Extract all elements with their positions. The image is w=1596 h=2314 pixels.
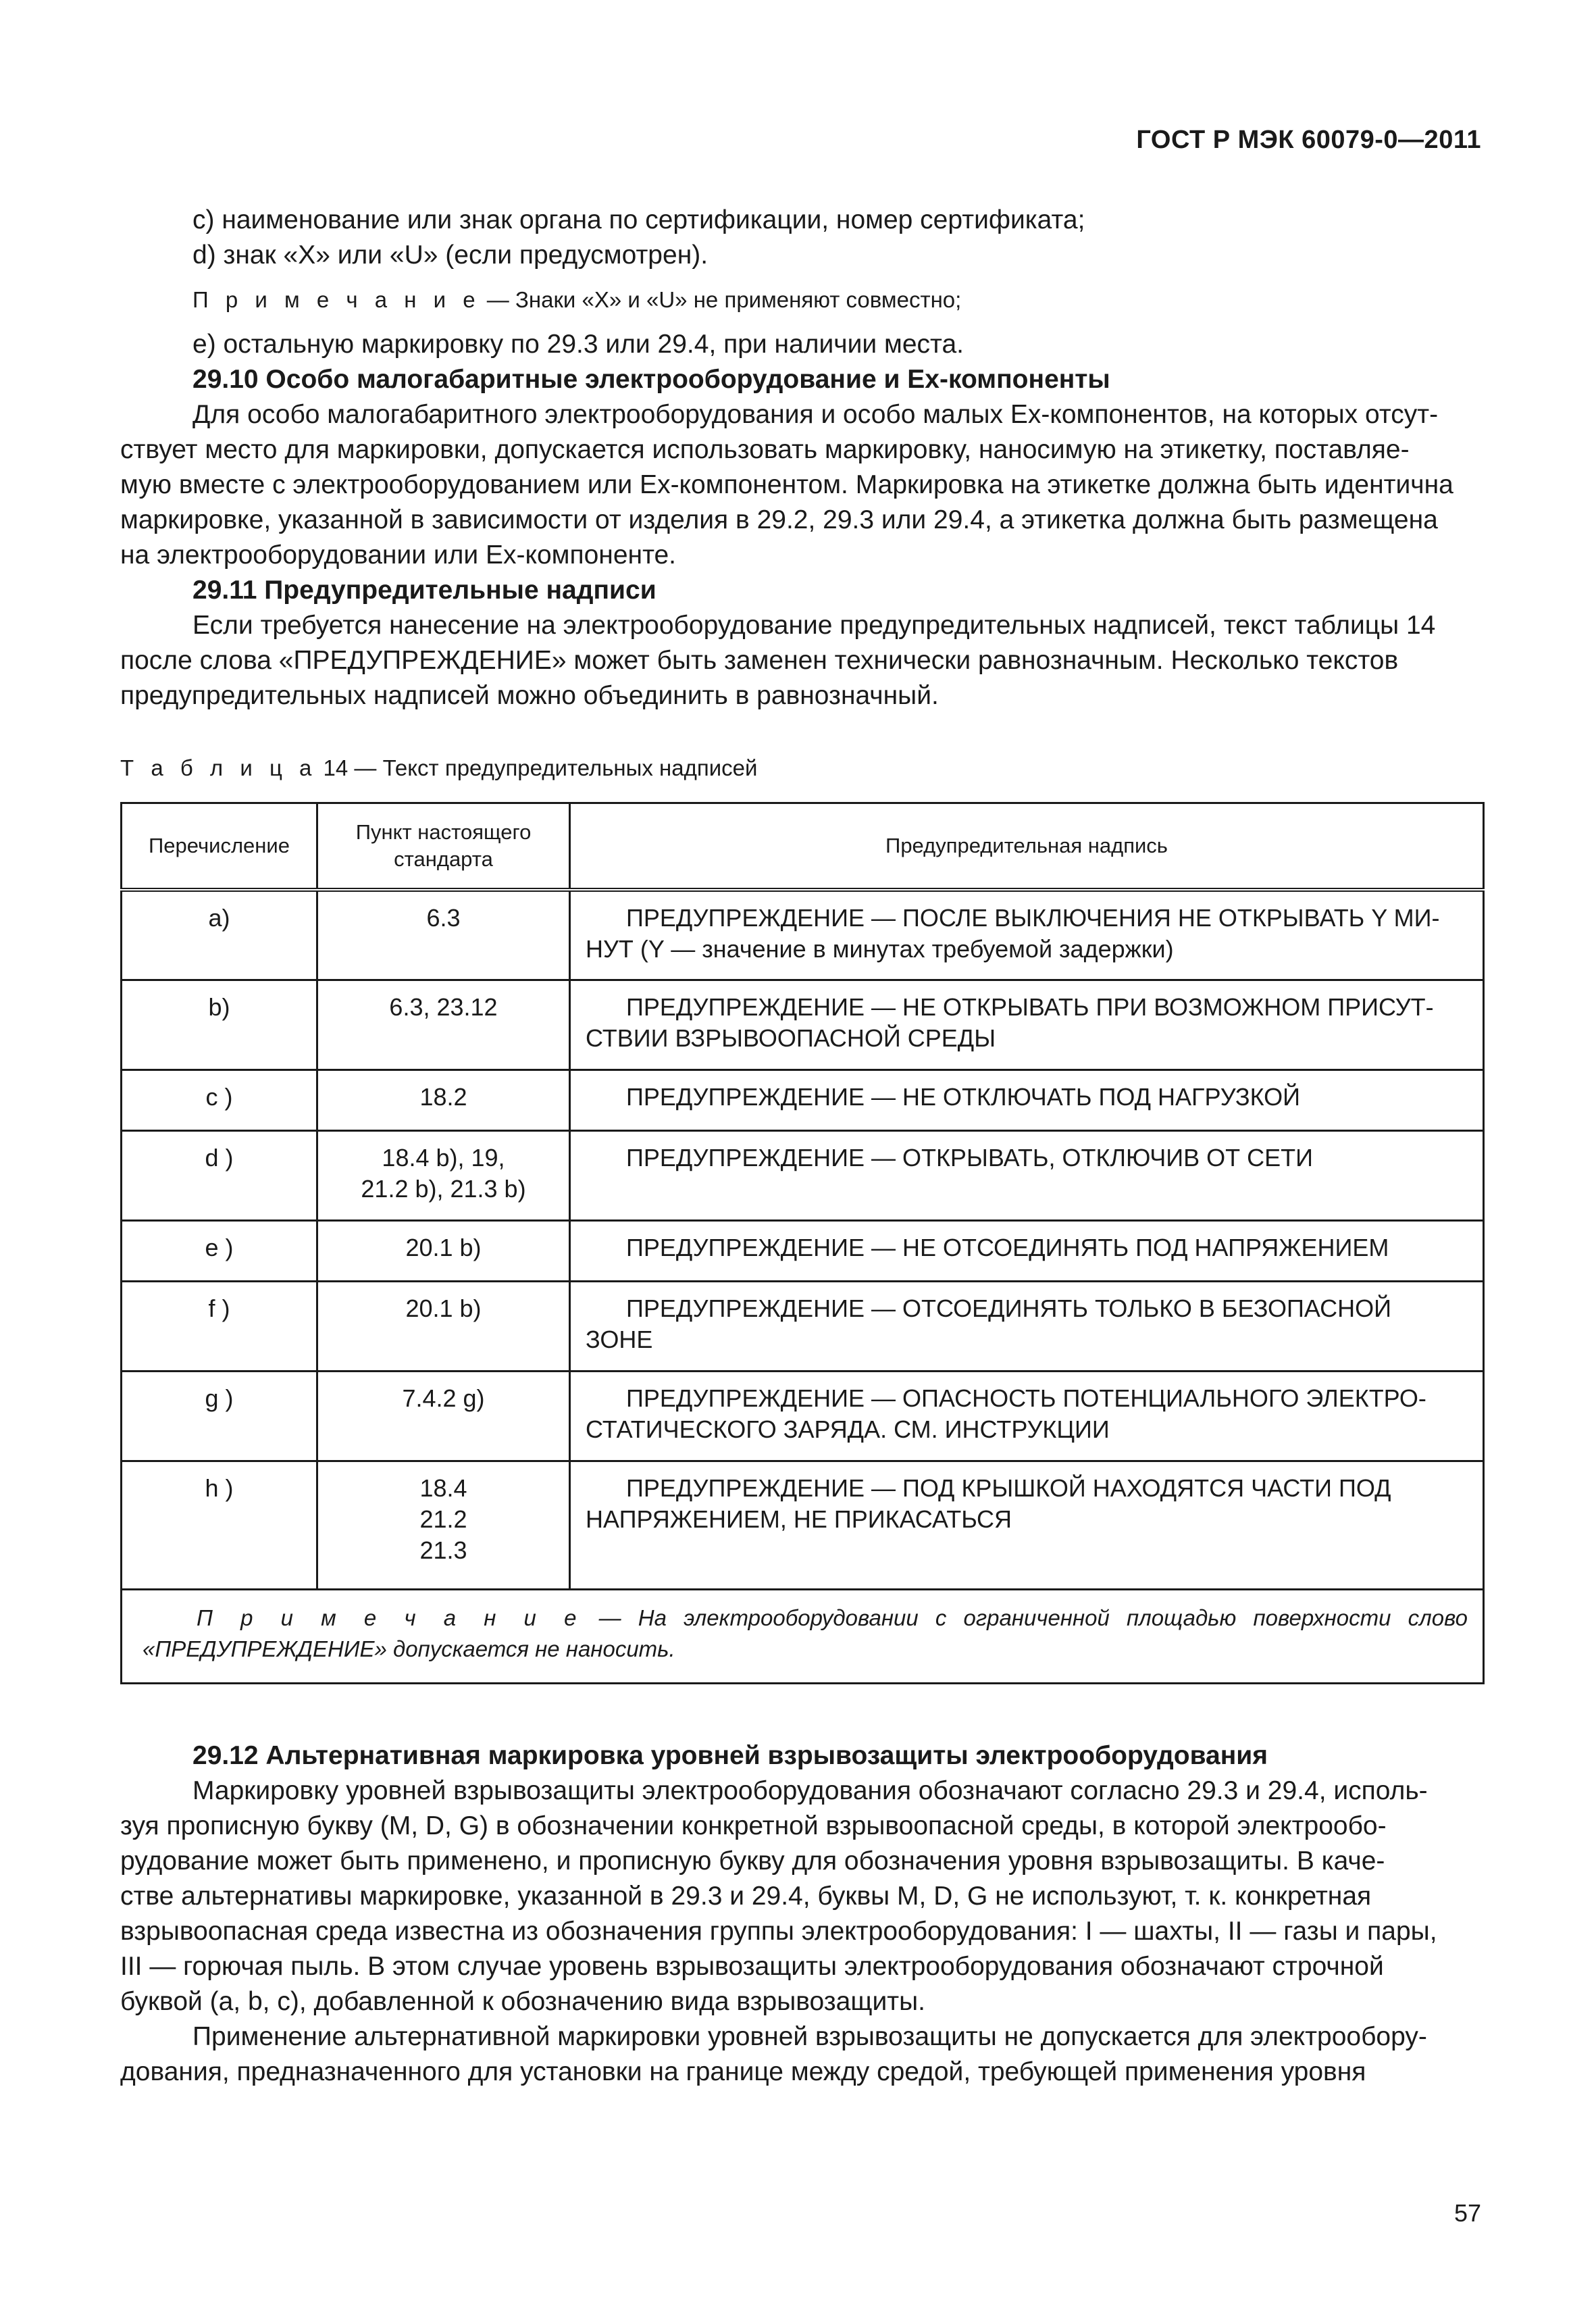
warnings-table bbox=[120, 802, 1485, 1684]
table-header-row bbox=[122, 803, 1484, 890]
cell-warning bbox=[570, 1371, 1484, 1461]
section-2910-title: 29.10 Особо малогабаритные электрооборудование и Ex-компоненты bbox=[192, 365, 1110, 394]
header-clause bbox=[317, 803, 570, 890]
clause-line: 7.4.2 g) bbox=[402, 1384, 485, 1412]
clause-line: 18.4 bbox=[419, 1474, 467, 1502]
table-note-row bbox=[122, 1589, 1484, 1683]
warning-line: СТАТИЧЕСКОГО ЗАРЯДА. СМ. ИНСТРУКЦИИ bbox=[586, 1415, 1110, 1443]
section-2912-title: 29.12 Альтернативная маркировка уровней взрывозащиты электрооборудования bbox=[192, 1741, 1268, 1770]
table-row bbox=[122, 1281, 1484, 1371]
paragraph-line: мую вместе с электрооборудованием или Ex-компонентом. Маркировка на этикетке должна быть идентична bbox=[120, 470, 1453, 499]
clause-line: 6.3 bbox=[426, 904, 461, 932]
table-caption-text: 14 — Текст предупредительных надписей bbox=[317, 755, 758, 780]
cell-clause bbox=[317, 1070, 570, 1130]
clause-line: 21.3 bbox=[419, 1536, 467, 1564]
top-text-block bbox=[120, 203, 1483, 713]
paragraph-line: Если требуется нанесение на электрооборудование предупредительных надписей, текст таблицы 14 bbox=[192, 611, 1436, 640]
warning-line: ПРЕДУПРЕЖДЕНИЕ — НЕ ОТКЛЮЧАТЬ ПОД НАГРУЗКОЙ bbox=[626, 1082, 1301, 1111]
cell-warning bbox=[570, 1461, 1484, 1589]
cell-enum: g ) bbox=[122, 1371, 317, 1461]
cell-enum: с ) bbox=[122, 1070, 317, 1130]
header-enum: Перечисление bbox=[122, 803, 317, 890]
cell-clause bbox=[317, 1281, 570, 1371]
cell-clause bbox=[317, 1371, 570, 1461]
paragraph-line: буквой (а, b, с), добавленной к обозначению вида взрывозащиты. bbox=[120, 1987, 925, 2016]
cell-enum: d ) bbox=[122, 1130, 317, 1220]
document-header: ГОСТ Р МЭК 60079-0—2011 bbox=[1136, 126, 1481, 154]
cell-warning bbox=[570, 1130, 1484, 1220]
cell-enum: е ) bbox=[122, 1220, 317, 1281]
list-item-c: с) наименование или знак органа по сертификации, номер сертификата; bbox=[192, 205, 1085, 234]
paragraph-line: на электрооборудовании или Ex-компоненте. bbox=[120, 540, 677, 570]
table-row bbox=[122, 1461, 1484, 1589]
paragraph-line: ствует место для маркировки, допускается использовать маркировку, наносимую на этикетку, поставляе- bbox=[120, 435, 1410, 464]
cell-warning bbox=[570, 980, 1484, 1070]
warning-line: НУТ (Y — значение в минутах требуемой задержки) bbox=[586, 935, 1174, 963]
cell-clause bbox=[317, 1461, 570, 1589]
warning-line: ПРЕДУПРЕЖДЕНИЕ — НЕ ОТСОЕДИНЯТЬ ПОД НАПРЯЖЕНИЕМ bbox=[626, 1233, 1389, 1261]
table-note bbox=[122, 1589, 1484, 1683]
table-caption-label: Т а б л и ц а bbox=[120, 755, 317, 780]
cell-warning bbox=[570, 1220, 1484, 1281]
warning-line: ПРЕДУПРЕЖДЕНИЕ — ПОСЛЕ ВЫКЛЮЧЕНИЯ НЕ ОТКРЫВАТЬ Y МИ- bbox=[626, 904, 1440, 932]
warning-line: НАПРЯЖЕНИЕМ, НЕ ПРИКАСАТЬСЯ bbox=[586, 1505, 1012, 1533]
warning-line: СТВИИ ВЗРЫВООПАСНОЙ СРЕДЫ bbox=[586, 1024, 996, 1052]
warning-line: ПРЕДУПРЕЖДЕНИЕ — ОПАСНОСТЬ ПОТЕНЦИАЛЬНОГО ЭЛЕКТРО- bbox=[626, 1384, 1426, 1412]
cell-clause bbox=[317, 1130, 570, 1220]
table-row bbox=[122, 1070, 1484, 1130]
cell-enum: b) bbox=[122, 980, 317, 1070]
table-row bbox=[122, 1130, 1484, 1220]
warning-line: ПРЕДУПРЕЖДЕНИЕ — ОТКРЫВАТЬ, ОТКЛЮЧИВ ОТ СЕТИ bbox=[626, 1143, 1313, 1172]
clause-line: 18.2 bbox=[419, 1082, 467, 1111]
cell-enum: h ) bbox=[122, 1461, 317, 1589]
paragraph-line: взрывоопасная среда известна из обозначения группы электрооборудования: I — шахты, II — газы и пары, bbox=[120, 1917, 1437, 1946]
clause-line: 21.2 bbox=[419, 1505, 467, 1533]
table-row bbox=[122, 1220, 1484, 1281]
clause-line: 21.2 b), 21.3 b) bbox=[361, 1174, 526, 1203]
clause-line: 18.4 b), 19, bbox=[382, 1143, 505, 1172]
cell-enum: f ) bbox=[122, 1281, 317, 1371]
clause-line: 6.3, 23.12 bbox=[389, 992, 498, 1021]
table-note-label: П р и м е ч а н и е bbox=[197, 1605, 582, 1630]
header-clause-text: Пункт настоящего стандарта bbox=[355, 820, 532, 871]
cell-warning bbox=[570, 890, 1484, 980]
paragraph-line: Для особо малогабаритного электрооборудования и особо малых Ex-компонентов, на которых отсут- bbox=[192, 400, 1439, 429]
cell-warning bbox=[570, 1070, 1484, 1130]
warning-line: ПРЕДУПРЕЖДЕНИЕ — НЕ ОТКРЫВАТЬ ПРИ ВОЗМОЖНОМ ПРИСУТ- bbox=[626, 992, 1434, 1021]
table-row bbox=[122, 890, 1484, 980]
clause-line: 20.1 b) bbox=[405, 1294, 482, 1322]
cell-enum: а) bbox=[122, 890, 317, 980]
cell-clause bbox=[317, 1220, 570, 1281]
page-number: 57 bbox=[1453, 2199, 1481, 2227]
note-label: П р и м е ч а н и е bbox=[192, 287, 481, 312]
cell-clause bbox=[317, 980, 570, 1070]
paragraph-line: дования, предназначенного для установки на границе между средой, требующей применения уровня bbox=[120, 2057, 1366, 2086]
table-caption bbox=[120, 755, 757, 781]
paragraph-line: III — горючая пыль. В этом случае уровень взрывозащиты электрооборудования обозначают строчной bbox=[120, 1952, 1384, 1981]
paragraph-line: стве альтернативы маркировке, указанной в 29.3 и 29.4, буквы M, D, G не используют, т. к. конкретная bbox=[120, 1882, 1372, 1911]
clause-line: 20.1 b) bbox=[405, 1233, 482, 1261]
paragraph-line: предупредительных надписей можно объединить в равнозначный. bbox=[120, 681, 939, 710]
paragraph-line: Применение альтернативной маркировки уровней взрывозащиты не допускается для электрообору- bbox=[192, 2022, 1427, 2051]
paragraph-line: зуя прописную букву (M, D, G) в обозначении конкретной взрывоопасной среды, в которой электрообо- bbox=[120, 1811, 1387, 1840]
table-row bbox=[122, 1371, 1484, 1461]
warning-line: ПРЕДУПРЕЖДЕНИЕ — ОТСОЕДИНЯТЬ ТОЛЬКО В БЕЗОПАСНОЙ bbox=[626, 1294, 1392, 1322]
section-2911-title: 29.11 Предупредительные надписи bbox=[192, 576, 657, 605]
note-line bbox=[120, 282, 1483, 318]
paragraph-line: рудование может быть применено, и прописную букву для обозначения уровня взрывозащиты. В каче- bbox=[120, 1846, 1385, 1876]
cell-clause bbox=[317, 890, 570, 980]
list-item-e: е) остальную маркировку по 29.3 или 29.4, при наличии места. bbox=[192, 330, 964, 359]
list-item-d: d) знак «X» или «U» (если предусмотрен). bbox=[192, 241, 709, 270]
warning-line: ЗОНЕ bbox=[586, 1325, 653, 1353]
cell-warning bbox=[570, 1281, 1484, 1371]
table-note-text: — На электрооборудовании с ограниченной площадью поверхности слово «ПРЕДУПРЕЖДЕНИЕ» допускается не наносить. bbox=[143, 1605, 1468, 1661]
header-warning: Предупредительная надпись bbox=[570, 803, 1484, 890]
paragraph-line: после слова «ПРЕДУПРЕЖДЕНИЕ» может быть заменен технически равнозначным. Несколько текстов bbox=[120, 646, 1399, 675]
paragraph-line: маркировке, указанной в зависимости от изделия в 29.2, 29.3 или 29.4, а этикетка должна быть размещена bbox=[120, 505, 1438, 534]
bottom-text-block bbox=[120, 1738, 1483, 2090]
warning-line: ПРЕДУПРЕЖДЕНИЕ — ПОД КРЫШКОЙ НАХОДЯТСЯ ЧАСТИ ПОД bbox=[626, 1474, 1391, 1502]
paragraph-line: Маркировку уровней взрывозащиты электрооборудования обозначают согласно 29.3 и 29.4, исполь- bbox=[192, 1776, 1428, 1805]
note-text: — Знаки «X» и «U» не применяют совместно; bbox=[480, 287, 962, 312]
table-row bbox=[122, 980, 1484, 1070]
